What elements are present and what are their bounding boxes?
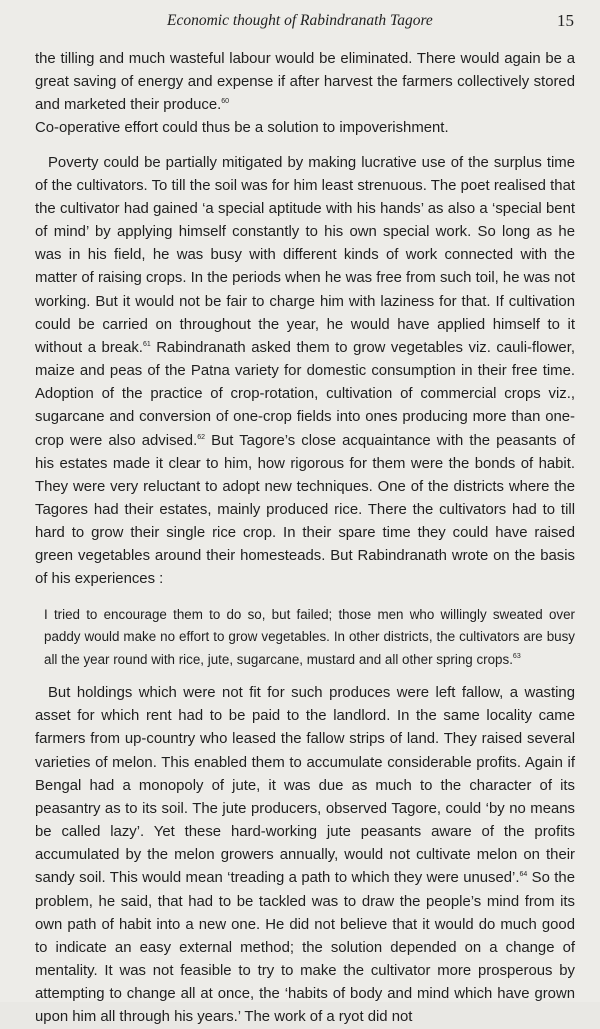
paragraph-holdings bbox=[35, 682, 575, 1029]
footnote-ref: 60 bbox=[221, 98, 230, 106]
paragraph-text: Poverty could be partially mitigated by making lucrative use of the surplus time of the cultivators. To till the soil was for him least strenuous. The poet realised that the cultivator had gained ‘a special aptitude with his hands’ as also a ‘special bent of mind’ by applying himself constantly to his own special work. So long as he was in his field, he was busy with different kinds of work connected with the matter of raising crops. In the periods when he was free from such toil, he was not working. But it would not be fair to charge him with laziness for that. If cultivation could be carried on throughout the year, he would have applied himself to it without a break. bbox=[35, 154, 575, 356]
paragraph-text: Rabindranath asked them to grow vegetables viz. cauli-flower, maize and peas of the Patna variety for domestic consumption in their free time. Adoption of the practice of crop-rotation, cultivation of commercial crops viz., sugarcane and conversion of one-crop fields into ones producing more than one-crop were also advised. bbox=[35, 339, 575, 449]
paragraph-text: But Tagore’s close acquaintance with the peasants of his estates made it clear to him, how rigorous for them were the bonds of habit. They were very reluctant to adopt new techniques. One of the districts where the Tagores had their estates, mainly produced rice. There the cultivators had to till hard to grow their single rice crop. In their spare time they could have raised green vegetables around their homesteads. But Rabindranath wrote on the basis of his experiences : bbox=[35, 432, 575, 588]
page-body bbox=[35, 48, 575, 1029]
page-header bbox=[0, 12, 600, 36]
footnote-ref: 64 bbox=[519, 871, 528, 879]
block-quote bbox=[35, 604, 575, 672]
quote-text: I tried to encourage them to do so, but failed; those men who willingly sweated over paddy would make no effort to grow vegetables. In other districts, the cultivators are busy all the year round with rice, jute, sugarcane, mustard and all other spring crops. bbox=[44, 606, 575, 667]
paragraph-text: the tilling and much wasteful labour would be eliminated. There would again be a great saving of energy and expense if after harvest the farmers collectively stored and marketed their produce. bbox=[35, 51, 575, 114]
footnote-ref: 62 bbox=[197, 433, 206, 441]
page-number: 15 bbox=[557, 11, 574, 30]
running-title: Economic thought of Rabindranath Tagore bbox=[167, 12, 433, 29]
paragraph-text: So the problem, he said, that had to be tackled was to draw the people’s mind from its own path of habit into a new one. He did not believe that it would do much good to indicate an easy external method; the solution depended on a change of mentality. It was not feasible to try to make the cultivator more prosperous by attempting to change all at once, the ‘habits of body and mind which have grown upon him all through his years.’ The work of a ryot did not bbox=[35, 870, 575, 1026]
paragraph-poverty bbox=[35, 152, 575, 592]
footnote-ref: 63 bbox=[512, 652, 521, 660]
paragraph-text: But holdings which were not fit for such produces were left fallow, a wasting asset for which rent had to be paid to the landlord. In the same locality came farmers from up-country who leased the fallow strips of land. They raised several varieties of melon. This enabled them to accumulate considerable profits. Again if Bengal had a monopoly of jute, it was due as much to the character of its peasantry as to its soil. The jute producers, observed Tagore, could ‘by no means be called lazy’. Yet these hard-working jute peasants aware of the profits accumulated by the melon growers annually, would not cultivate melon on their sandy soil. This would mean ‘treading a path to which they were unused’. bbox=[35, 685, 575, 887]
footnote-ref: 61 bbox=[142, 340, 151, 348]
paragraph-continuation bbox=[35, 48, 575, 117]
paragraph-text: Co-operative effort could thus be a solution to impoverishment. bbox=[35, 120, 449, 137]
paragraph-cooperative bbox=[35, 117, 575, 140]
